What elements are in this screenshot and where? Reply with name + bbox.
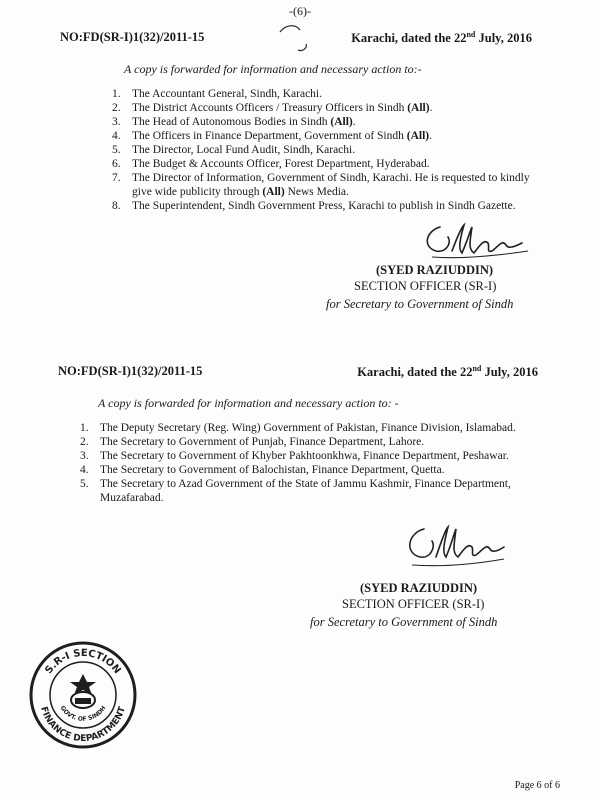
signatory-for: for Secretary to Government of Sindh <box>326 297 514 311</box>
recipient-list <box>0 87 600 213</box>
signatory-name: (SYED RAZIUDDIN) <box>376 263 494 277</box>
signature-icon <box>418 217 538 263</box>
forward-line: A copy is forwarded for information and necessary action to:- <box>124 62 422 76</box>
official-seal <box>28 640 138 750</box>
list-item <box>0 87 600 101</box>
signature-block <box>0 213 600 333</box>
list-item <box>0 477 600 505</box>
list-item <box>0 115 600 129</box>
list-item <box>0 449 600 463</box>
signature-block <box>0 505 600 629</box>
item-text: The Officers in Finance Department, Government of Sindh (All). <box>132 130 432 142</box>
item-text: The Secretary to Government of Khyber Pakhtoonkhwa, Finance Department, Peshawar. <box>100 450 509 462</box>
page-footer: Page 6 of 6 <box>514 780 560 791</box>
item-number: 1. <box>112 88 121 100</box>
signature-icon <box>400 515 510 571</box>
item-number: 8. <box>112 200 121 212</box>
item-text: The Budget & Accounts Officer, Forest Department, Hyderabad. <box>132 158 430 170</box>
item-number: 2. <box>112 102 121 114</box>
item-text: The Superintendent, Sindh Government Press, Karachi to publish in Sindh Gazette. <box>132 200 516 212</box>
reference-number: NO:FD(SR-I)1(32)/2011-15 <box>58 364 203 378</box>
forwarding-section-2 <box>0 364 600 629</box>
item-number: 2. <box>80 436 89 448</box>
signatory-title: SECTION OFFICER (SR-I) <box>354 279 497 293</box>
list-item <box>0 143 600 157</box>
item-number: 3. <box>112 116 121 128</box>
item-text: The District Accounts Officers / Treasury Officers in Sindh (All). <box>132 102 433 114</box>
signatory-name: (SYED RAZIUDDIN) <box>360 581 478 595</box>
date-prefix: Karachi, dated the 22 <box>357 365 473 380</box>
list-item <box>0 157 600 171</box>
signatory-title: SECTION OFFICER (SR-I) <box>342 597 485 611</box>
date-sup: nd <box>472 364 482 373</box>
recipient-list <box>0 421 600 505</box>
list-item <box>0 101 600 115</box>
item-number: 4. <box>112 130 121 142</box>
date-suffix: July, 2016 <box>481 365 538 380</box>
item-number: 4. <box>80 464 89 476</box>
list-item <box>0 129 600 143</box>
item-number: 7. <box>112 172 121 184</box>
seal-top-text: S.R-I SECTION <box>43 647 123 677</box>
item-text: The Secretary to Government of Punjab, Finance Department, Lahore. <box>100 436 425 448</box>
date-suffix: July, 2016 <box>475 31 532 46</box>
reference-row <box>0 364 600 382</box>
item-text: The Secretary to Government of Balochistan, Finance Department, Quetta. <box>100 464 445 476</box>
seal-bottom-text: FINANCE DEPARTMENT <box>38 705 128 745</box>
page-number: -(6)- <box>289 4 311 18</box>
reference-number: NO:FD(SR-I)1(32)/2011-15 <box>60 30 205 44</box>
item-number: 5. <box>80 478 89 490</box>
forward-line: A copy is forwarded for information and necessary action to: - <box>98 396 399 410</box>
list-item <box>0 171 600 199</box>
item-number: 3. <box>80 450 89 462</box>
seal-inner-text: GOVT. OF SINDH <box>58 704 108 723</box>
item-text: The Secretary to Azad Government of the State of Jammu Kashmir, Finance Department, Muzafarabad. <box>100 478 511 504</box>
item-text: The Head of Autonomous Bodies in Sindh (All). <box>132 116 356 128</box>
list-item <box>0 463 600 477</box>
signatory-for: for Secretary to Government of Sindh <box>310 615 498 629</box>
list-item <box>0 435 600 449</box>
item-number: 6. <box>112 158 121 170</box>
item-number: 5. <box>112 144 121 156</box>
item-text: The Deputy Secretary (Reg. Wing) Government of Pakistan, Finance Division, Islamabad. <box>100 422 516 434</box>
item-text: The Director, Local Fund Audit, Sindh, Karachi. <box>132 144 356 156</box>
date-line <box>351 30 532 46</box>
list-item <box>0 199 600 213</box>
date-sup: nd <box>466 30 476 39</box>
seal-emblem-icon <box>70 674 96 708</box>
forwarding-section-1 <box>0 30 600 333</box>
item-text: The Accountant General, Sindh, Karachi. <box>132 88 323 100</box>
item-text: The Director of Information, Government of Sindh, Karachi. He is requested to kindly give wide publicity through (All) News Media. <box>132 172 530 198</box>
pen-mark-icon <box>276 20 320 56</box>
date-line <box>357 364 538 380</box>
date-prefix: Karachi, dated the 22 <box>351 31 467 46</box>
list-item <box>0 421 600 435</box>
item-number: 1. <box>80 422 89 434</box>
